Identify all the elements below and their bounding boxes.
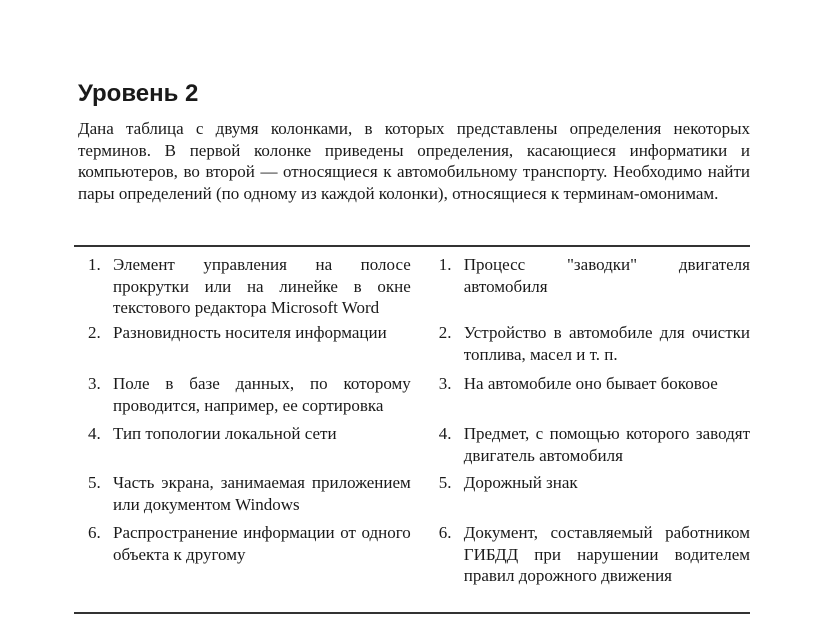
right-definition: Устройство в автомобиле для очистки топлива, масел и т. п. (463, 323, 750, 364)
row-number: 4. (438, 424, 452, 443)
left-definition: Разновидность носителя информации (113, 323, 387, 342)
row-number: 5. (88, 473, 101, 492)
right-definition: Документ, составляемый работником ГИБДД при нарушении водителем правил дорожного движения (463, 523, 750, 585)
row-number: 3. (438, 374, 452, 393)
row-number: 3. (88, 374, 101, 393)
table-row (74, 472, 750, 515)
right-definition: На автомобиле оно бывает боковое (463, 374, 718, 393)
row-number: 6. (438, 523, 452, 542)
table-top-rule (74, 245, 750, 247)
left-definition: Поле в базе данных, по которому проводится, например, ее сортировка (113, 374, 411, 415)
intro-paragraph: Дана таблица с двумя колонками, в которых представлены определения некоторых терминов. В первой колонке приведены определения, касающиеся информатики и компьютеров, во второй — относящиеся к автомобильному транспорту. Необходимо найти пары определений (по одному из каждой колонки), относящиеся к терминам-омонимам. (78, 119, 750, 203)
left-definition: Часть экрана, занимаемая приложением или документом Windows (113, 473, 411, 514)
right-definition: Дорожный знак (463, 473, 578, 492)
row-number: 6. (88, 523, 101, 542)
row-number: 5. (438, 473, 452, 492)
table-row (74, 423, 750, 466)
left-definition: Элемент управления на полосе прокрутки или на линейке в окне текстового редактора Microsoft Word (113, 255, 411, 317)
row-number: 1. (438, 255, 452, 274)
row-number: 1. (88, 255, 101, 274)
section-heading: Уровень 2 (78, 80, 199, 107)
table-row (74, 254, 750, 319)
table-bottom-rule (74, 612, 750, 614)
row-number: 2. (88, 323, 101, 342)
table-row (74, 322, 750, 365)
table-row (74, 522, 750, 587)
right-definition: Предмет, с помощью которого заводят двигатель автомобиля (463, 424, 750, 465)
table-row (74, 373, 750, 416)
row-number: 2. (438, 323, 452, 342)
row-number: 4. (88, 424, 101, 443)
left-definition: Тип топологии локальной сети (113, 424, 337, 443)
left-definition: Распространение информации от одного объекта к другому (113, 523, 411, 564)
right-definition: Процесс "заводки" двигателя автомобиля (463, 255, 750, 296)
